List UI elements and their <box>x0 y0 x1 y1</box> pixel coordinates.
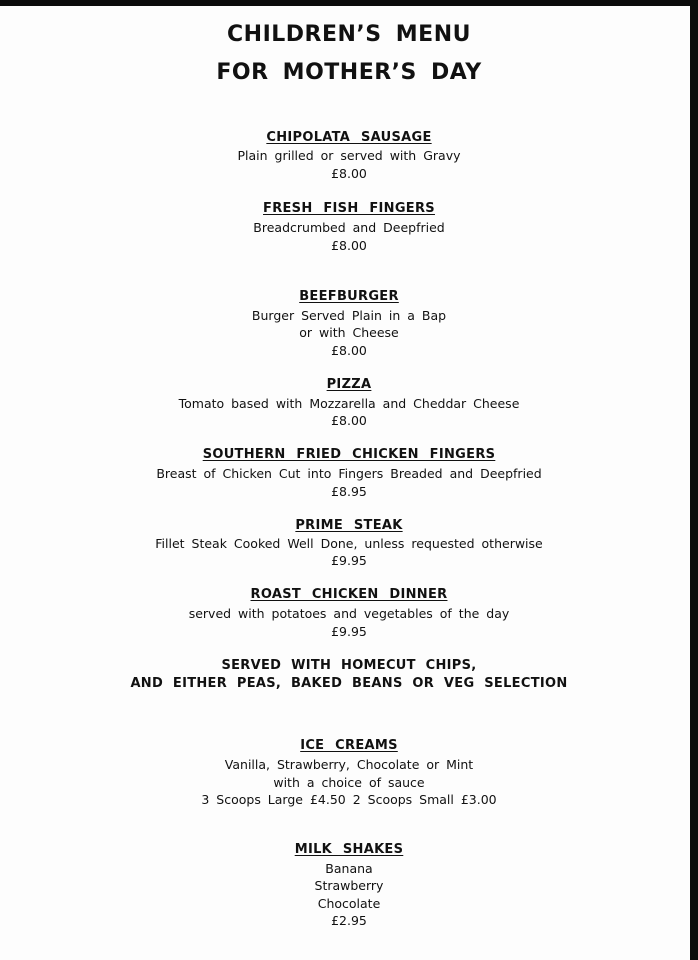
item-price: £8.00 <box>331 238 367 253</box>
item-description: Breast of Chicken Cut into Fingers Breaded and Deepfried <box>156 466 542 481</box>
ice-creams-heading: ICE CREAMS <box>300 738 398 753</box>
ice-creams-prices: 3 Scoops Large £4.50 2 Scoops Small £3.00 <box>201 792 497 807</box>
item-description: Burger Served Plain in a Bap <box>251 308 447 323</box>
item-price: £8.95 <box>331 484 367 499</box>
milk-shake-flavour: Banana <box>325 861 373 876</box>
item-heading: PRIME STEAK <box>295 518 403 533</box>
milk-shake-flavour: Chocolate <box>317 896 381 911</box>
item-price: £9.95 <box>331 553 367 568</box>
item-price: £8.00 <box>331 343 367 358</box>
ice-creams-description: Vanilla, Strawberry, Chocolate or Mint <box>224 757 474 772</box>
menu-title-line1: CHILDREN’S MENU <box>227 22 471 47</box>
item-heading: PIZZA <box>326 377 372 392</box>
item-description: Fillet Steak Cooked Well Done, unless requested otherwise <box>155 536 543 551</box>
item-price: £8.00 <box>331 166 367 181</box>
milk-shake-flavour: Strawberry <box>314 878 384 893</box>
ice-creams-description: with a choice of sauce <box>273 775 425 790</box>
item-heading: ROAST CHICKEN DINNER <box>250 587 448 602</box>
sides-note-line2: AND EITHER PEAS, BAKED BEANS OR VEG SELECTION <box>130 676 568 691</box>
item-heading: BEEFBURGER <box>299 289 399 304</box>
milk-shakes-heading: MILK SHAKES <box>294 842 404 857</box>
item-description: Plain grilled or served with Gravy <box>237 148 461 163</box>
item-price: £8.00 <box>331 413 367 428</box>
item-description: served with potatoes and vegetables of the day <box>188 606 510 621</box>
item-price: £9.95 <box>331 624 367 639</box>
milk-shakes-price: £2.95 <box>331 913 367 928</box>
item-description: or with Cheese <box>299 325 399 340</box>
item-description: Breadcrumbed and Deepfried <box>253 220 445 235</box>
item-description: Tomato based with Mozzarella and Cheddar Cheese <box>178 396 520 411</box>
item-heading: CHIPOLATA SAUSAGE <box>266 130 432 145</box>
item-heading: FRESH FISH FINGERS <box>263 201 435 216</box>
item-heading: SOUTHERN FRIED CHICKEN FINGERS <box>202 447 496 462</box>
sides-note-line1: SERVED WITH HOMECUT CHIPS, <box>221 658 477 673</box>
menu-title-line2: FOR MOTHER’S DAY <box>216 60 482 85</box>
